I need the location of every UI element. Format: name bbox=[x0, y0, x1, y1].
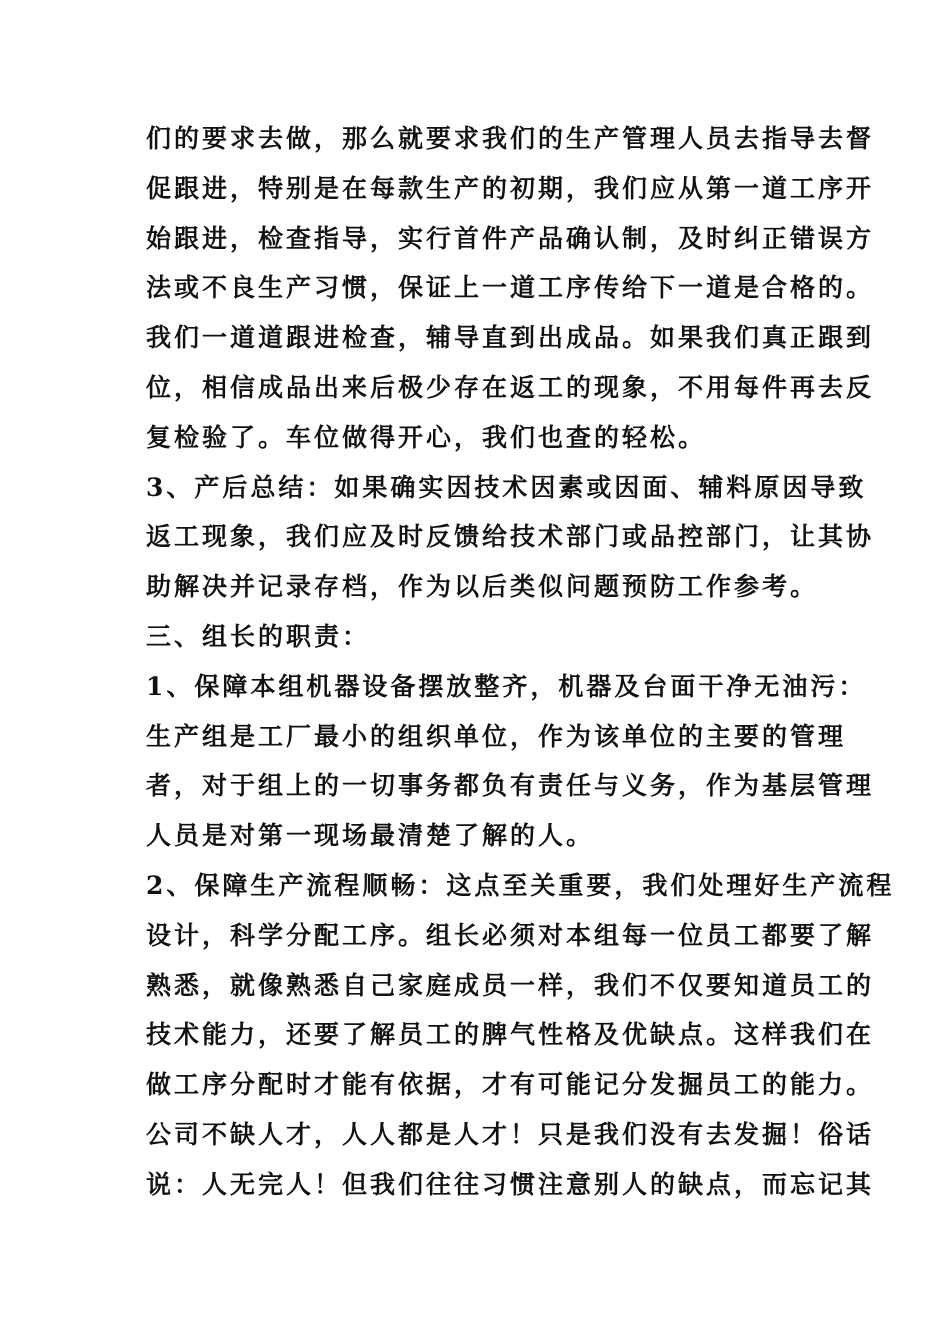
text-line: 做工序分配时才能有依据，才有可能记分发掘员工的能力。 bbox=[146, 1070, 875, 1100]
text-line: 设计，科学分配工序。组长必须对本组每一位员工都要了解 bbox=[146, 920, 875, 950]
text-line: 技术能力，还要了解员工的脾气性格及优缺点。这样我们在 bbox=[146, 1020, 875, 1050]
text-line: 返工现象，我们应及时反馈给技术部门或品控部门，让其协 bbox=[146, 522, 875, 552]
text-line: 者，对于组上的一切事务都负有责任与义务，作为基层管理 bbox=[146, 771, 875, 801]
text-line: 人员是对第一现场最清楚了解的人。 bbox=[146, 821, 595, 851]
body-text bbox=[146, 114, 895, 1210]
text-line: 我们一道道跟进检查，辅导直到出成品。如果我们真正跟到 bbox=[146, 323, 875, 353]
text-line: 熟悉，就像熟悉自己家庭成员一样，我们不仅要知道员工的 bbox=[146, 970, 875, 1000]
text-line: 位，相信成品出来后极少存在返工的现象，不用每件再去反 bbox=[146, 372, 875, 402]
text-line: 2、保障生产流程顺畅：这点至关重要，我们处理好生产流程 bbox=[146, 870, 895, 900]
text-line: 复检验了。车位做得开心，我们也查的轻松。 bbox=[146, 422, 707, 452]
text-line: 始跟进，检查指导，实行首件产品确认制，及时纠正错误方 bbox=[146, 223, 875, 253]
text-line: 们的要求去做，那么就要求我们的生产管理人员去指导去督 bbox=[146, 124, 875, 153]
text-line: 生产组是工厂最小的组织单位，作为该单位的主要的管理 bbox=[146, 721, 847, 751]
text-line: 说：人无完人！但我们往往习惯注意别人的缺点，而忘记其 bbox=[146, 1169, 875, 1199]
text-line: 法或不良生产习惯，保证上一道工序传给下一道是合格的。 bbox=[146, 273, 875, 303]
text-line: 1、保障本组机器设备摆放整齐，机器及台面干净无油污： bbox=[146, 671, 867, 701]
text-line: 促跟进，特别是在每款生产的初期，我们应从第一道工序开 bbox=[146, 173, 875, 203]
section-heading: 三、组长的职责： bbox=[146, 621, 371, 651]
text-line: 3、产后总结：如果确实因技术因素或因面、辅料原因导致 bbox=[146, 472, 867, 502]
text-line: 公司不缺人才，人人都是人才！只是我们没有去发掘！俗话 bbox=[146, 1119, 875, 1149]
text-line: 助解决并记录存档，作为以后类似问题预防工作参考。 bbox=[146, 572, 819, 602]
